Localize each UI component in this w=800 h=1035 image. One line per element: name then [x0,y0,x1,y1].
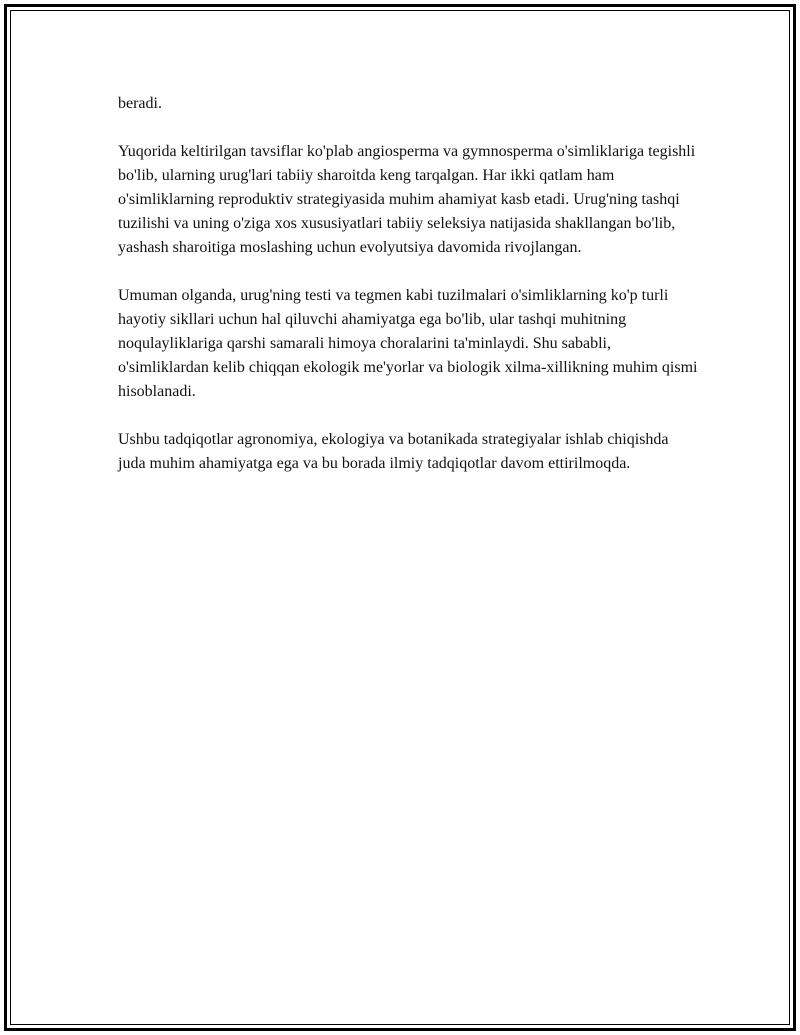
paragraph-seed-structures: Umuman olganda, urug'ning testi va tegmen kabi tuzilmalari o'simliklarning ko'p turli hayotiy sikllari uchun hal qiluvchi ahamiyatga ega bo'lib, ular tashqi muhitning noqulayliklariga qarshi samarali himoya choralarini ta'minlaydi. Shu sababli, o'simliklardan kelib chiqqan ekologik me'yorlar va biologik xilma-xillikning muhim qismi hisoblanadi. [118,287,698,400]
paragraph-seed-description: Yuqorida keltirilgan tavsiflar ko'plab angiosperma va gymnosperma o'simliklariga tegishli bo'lib, ularning urug'lari tabiiy sharoitda keng tarqalgan. Har ikki qatlam ham o'simliklarning reproduktiv strategiyasida muhim ahamiyat kasb etadi. Urug'ning tashqi tuzilishi va uning o'ziga xos xususiyatlari tabiiy seleksiya natijasida shakllangan bo'lib, yashash sharoitiga moslashing uchun evolyutsiya davomida rivojlangan. [118,143,696,256]
paragraph-research-importance: Ushbu tadqiqotlar agronomiya, ekologiya va botanikada strategiyalar ishlab chiqishda juda muhim ahamiyatga ega va bu borada ilmiy tadqiqotlar davom ettirilmoqda. [118,431,669,472]
document-body [118,92,698,500]
paragraph-continuation: beradi. [118,95,162,112]
